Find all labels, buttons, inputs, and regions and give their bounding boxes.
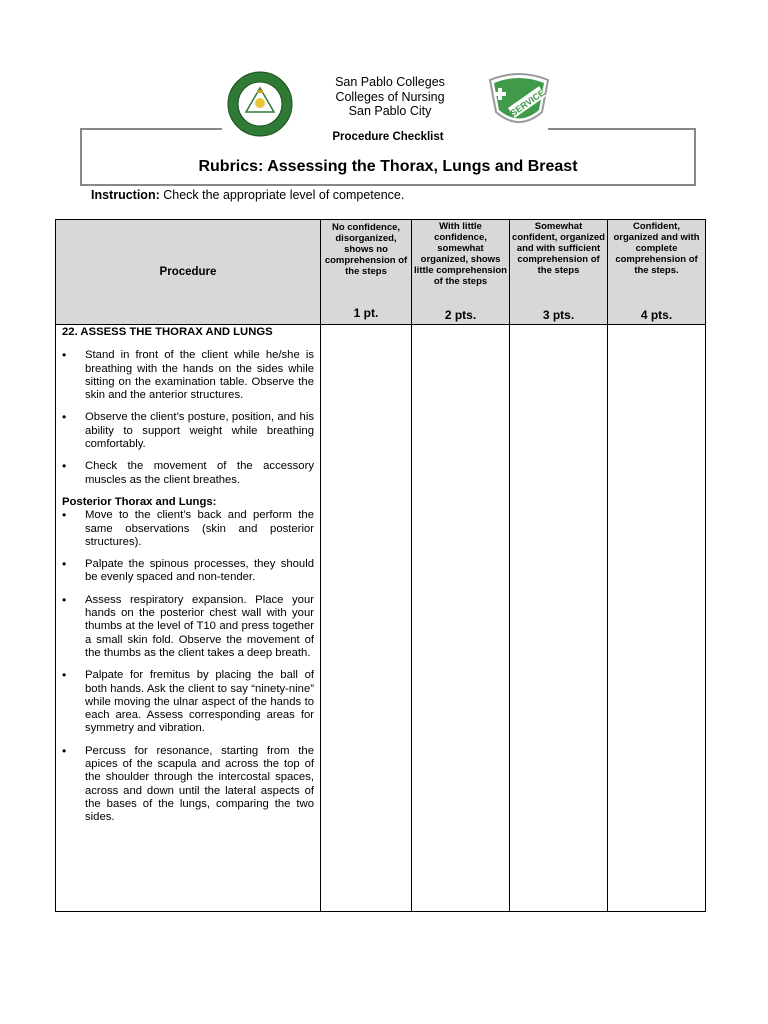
level-1-points: 1 pt. — [353, 306, 379, 320]
step-text: Percuss for resonance, starting from the apices of the scapula and across the top of the shoulder through the intercostal spaces, across and down until the lateral aspects of the bases of the lungs, comparing the two sides. — [85, 744, 314, 824]
bullet-icon: • — [62, 348, 67, 363]
list-item — [62, 594, 314, 660]
score-cell-2pts[interactable] — [412, 325, 510, 912]
step-text: Check the movement of the accessory muscles as the client breathes. — [85, 460, 314, 486]
level-4-header — [608, 220, 706, 325]
list-item — [62, 669, 314, 735]
instruction-label: Instruction: — [91, 188, 160, 202]
level-4-points: 4 pts. — [640, 308, 673, 322]
bullet-icon: • — [62, 668, 67, 683]
level-2-points: 2 pts. — [444, 308, 477, 322]
level-2-header — [412, 220, 510, 325]
procedure-header: Procedure — [56, 220, 321, 325]
level-1-header — [321, 220, 412, 325]
procedure-cell — [56, 325, 321, 912]
step-text: Assess respiratory expansion. Place your hands on the posterior chest wall with your thumbs at the level of T10 and press together a small skin fold. Observe the movement of the thumbs as the client takes a deep breath. — [85, 593, 314, 659]
college-name: Colleges of Nursing — [335, 89, 445, 104]
step-text: Observe the client’s posture, position, and his ability to support weight while breathing comfortably. — [85, 411, 314, 451]
instruction-text: Check the appropriate level of competence. — [159, 188, 405, 202]
instruction — [91, 188, 404, 202]
page-title: Rubrics: Assessing the Thorax, Lungs and Breast — [198, 158, 578, 175]
posterior-steps-list — [62, 509, 314, 824]
score-cell-3pts[interactable] — [510, 325, 608, 912]
level-4-description: Confident, organized and with complete comprehension of the steps. — [613, 221, 700, 276]
bullet-icon: • — [62, 410, 67, 425]
school-header — [300, 75, 480, 119]
level-1-description: No confidence, disorganized, shows no comprehension of the steps — [324, 222, 408, 277]
list-item — [62, 411, 314, 451]
step-text: Stand in front of the client while he/she is breathing with the hands on the sides while sitting on the examination table. Observe the skin and the anterior structures. — [85, 349, 314, 402]
level-3-header — [510, 220, 608, 325]
city-name: San Pablo City — [348, 104, 432, 118]
general-steps-list — [62, 349, 314, 487]
bullet-icon: • — [62, 743, 67, 758]
checklist-label: Procedure Checklist — [332, 131, 444, 143]
list-item — [62, 349, 314, 402]
table-header-row — [56, 220, 706, 325]
level-2-description: With little confidence, somewhat organized, shows little comprehension of the steps — [414, 221, 507, 287]
school-name: San Pablo Colleges — [335, 75, 445, 89]
bullet-icon: • — [62, 592, 67, 607]
level-3-description: Somewhat confident, organized and with sufficient comprehension of the steps — [512, 221, 605, 276]
step-text: Palpate the spinous processes, they should be evenly spaced and non-tender. — [85, 558, 314, 584]
bullet-icon: • — [62, 557, 67, 572]
step-text: Move to the client’s back and perform the same observations (skin and posterior structures). — [85, 509, 314, 548]
level-3-points: 3 pts. — [542, 308, 575, 322]
service-logo — [482, 70, 556, 134]
list-item — [62, 509, 314, 549]
list-item — [62, 460, 314, 487]
table-row — [56, 325, 706, 912]
rubric-table — [55, 219, 706, 912]
score-cell-4pts[interactable] — [608, 325, 706, 912]
section-title: 22. ASSESS THE THORAX AND LUNGS — [62, 326, 273, 338]
list-item — [62, 745, 314, 825]
list-item — [62, 558, 314, 585]
step-text: Palpate for fremitus by placing the ball of both hands. Ask the client to say “ninety-nine” while moving the ulnar aspect of the hands to each area. Assess corresponding areas for symmetry and vibration. — [85, 669, 314, 735]
bullet-icon: • — [62, 459, 67, 474]
score-cell-1pt[interactable] — [321, 325, 412, 912]
svg-text:SERVICE: SERVICE — [508, 87, 547, 119]
bullet-icon: • — [62, 508, 67, 523]
posterior-subtitle: Posterior Thorax and Lungs: — [62, 495, 217, 508]
